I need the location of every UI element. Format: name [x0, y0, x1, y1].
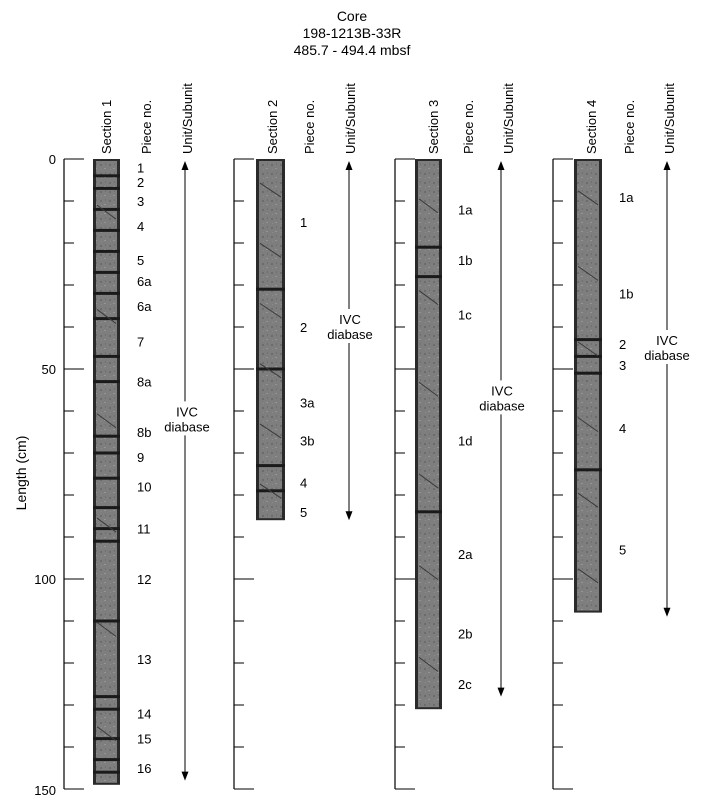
core-piece-break	[415, 275, 442, 278]
piece-label: 9	[137, 450, 145, 466]
core-piece-break	[93, 771, 120, 774]
section-1-unit-header: Unit/Subunit	[180, 83, 195, 154]
piece-label: 7	[137, 334, 145, 350]
core-piece-break	[415, 510, 442, 513]
piece-label: 6a	[137, 273, 152, 289]
section-1-piece-labels	[137, 160, 152, 776]
section-4-piece-labels	[619, 190, 634, 558]
piece-label: 1	[137, 160, 145, 176]
core-piece-break	[93, 435, 120, 438]
section-2-core-image	[256, 159, 285, 520]
core-piece-break	[93, 540, 120, 543]
section-1-ruler	[64, 159, 84, 789]
piece-label: 2c	[458, 677, 472, 692]
piece-label: 14	[137, 706, 152, 722]
core-id: 198-1213B-33R	[302, 25, 402, 41]
section-4-panel	[553, 83, 690, 789]
piece-label: 2	[300, 320, 308, 335]
core-piece-break	[574, 372, 602, 375]
core-piece-break	[93, 452, 120, 455]
piece-label: 8b	[137, 425, 152, 440]
piece-label: 2a	[458, 546, 473, 562]
core-piece-break	[93, 187, 120, 190]
core-rock	[418, 161, 439, 707]
piece-label: 2	[619, 336, 627, 352]
section-3-unit-header: Unit/Subunit	[501, 83, 516, 154]
unit-arrowhead-top	[664, 161, 671, 170]
unit-arrowhead-top	[498, 161, 505, 170]
axis-tick-label: 50	[41, 362, 56, 377]
section-3-piece-header: Piece no.	[461, 99, 476, 154]
piece-label: 2b	[458, 626, 473, 642]
header-title: Core	[336, 8, 368, 24]
core-piece-break	[93, 695, 120, 698]
piece-label: 11	[137, 521, 151, 537]
section-1-unit	[164, 161, 210, 781]
section-3-title: Section 3	[426, 99, 441, 154]
unit-label-line1: IVC	[339, 312, 361, 327]
core-piece-break	[93, 317, 120, 320]
core-piece-break	[93, 737, 120, 740]
section-2-unit-header: Unit/Subunit	[343, 83, 358, 154]
piece-label: 5	[137, 252, 145, 268]
section-2-unit	[327, 161, 373, 520]
unit-arrowhead-top	[346, 161, 353, 170]
piece-label: 1d	[458, 433, 473, 449]
unit-label-line2: diabase	[327, 327, 373, 342]
piece-label: 4	[619, 420, 627, 436]
piece-label: 6a	[137, 299, 152, 314]
core-piece-break	[93, 380, 120, 383]
piece-label: 12	[137, 572, 152, 587]
piece-label: 1	[300, 215, 308, 230]
section-4-piece-header: Piece no.	[622, 99, 637, 154]
core-piece-break	[574, 468, 602, 471]
core-piece-break	[256, 368, 285, 371]
core-piece-break	[415, 246, 442, 249]
unit-arrowhead-bottom	[346, 511, 353, 520]
piece-label: 3a	[300, 395, 315, 411]
depth-range: 485.7 - 494.4 mbsf	[293, 42, 411, 58]
unit-label-line1: IVC	[491, 383, 513, 399]
axis-label-length: Length (cm)	[13, 435, 29, 511]
core-piece-break	[574, 338, 602, 341]
piece-label: 13	[137, 651, 152, 667]
core-piece-break	[93, 620, 120, 623]
axis-tick-labels	[34, 152, 56, 798]
piece-label: 4	[137, 219, 145, 235]
unit-arrowhead-bottom	[664, 608, 671, 617]
core-piece-break	[93, 477, 120, 480]
core-rock	[96, 161, 117, 783]
unit-label-line2: diabase	[164, 419, 210, 435]
piece-label: 1a	[458, 202, 473, 218]
axis-tick-label: 100	[34, 572, 56, 587]
axis-tick-label: 150	[34, 783, 56, 798]
unit-label-line2: diabase	[644, 348, 690, 363]
section-3-ruler	[395, 159, 415, 789]
section-4-title: Section 4	[584, 99, 599, 154]
section-4-core-image	[574, 159, 602, 613]
piece-label: 4	[300, 475, 308, 491]
core-piece-break	[93, 250, 120, 253]
section-2-ruler	[234, 159, 254, 789]
piece-label: 3b	[300, 433, 315, 449]
section-4-unit-header: Unit/Subunit	[662, 83, 677, 154]
section-3-piece-labels	[458, 202, 473, 692]
piece-label: 15	[137, 731, 152, 747]
section-4-ruler	[553, 159, 573, 789]
unit-arrowhead-top	[182, 161, 189, 170]
core-piece-break	[256, 464, 285, 467]
unit-arrowhead-bottom	[182, 772, 189, 781]
unit-label-line1: IVC	[176, 404, 198, 420]
section-3-core-image	[415, 159, 442, 709]
core-piece-break	[93, 292, 120, 295]
section-2-piece-header: Piece no.	[302, 99, 317, 154]
section-1-core-image	[93, 159, 120, 785]
piece-label: 3	[619, 357, 627, 373]
piece-label: 3	[137, 194, 145, 209]
axis-tick-label: 0	[48, 152, 56, 167]
piece-label: 1c	[458, 307, 472, 323]
section-1-panel	[64, 83, 210, 789]
piece-label: 8a	[137, 374, 152, 390]
core-piece-break	[93, 758, 120, 761]
core-piece-break	[93, 174, 120, 177]
piece-label: 5	[619, 542, 627, 558]
piece-label: 5	[300, 504, 308, 520]
section-2-panel	[234, 83, 373, 789]
core-piece-break	[93, 355, 120, 358]
core-piece-break	[93, 527, 120, 530]
core-rock	[577, 161, 599, 611]
piece-label: 2	[137, 175, 145, 191]
section-3-unit	[479, 161, 525, 697]
core-piece-break	[93, 506, 120, 509]
piece-label: 1b	[619, 286, 634, 302]
piece-label: 1a	[619, 189, 634, 205]
unit-label-line1: IVC	[656, 333, 678, 348]
figure-header	[294, 8, 411, 58]
core-piece-break	[93, 271, 120, 274]
section-1-piece-header: Piece no.	[139, 99, 154, 154]
core-piece-break	[93, 208, 120, 211]
unit-arrowhead-bottom	[498, 688, 505, 697]
unit-label-line2: diabase	[479, 398, 525, 414]
piece-label: 16	[137, 761, 152, 776]
piece-label: 10	[137, 479, 152, 495]
section-2-title: Section 2	[265, 99, 280, 154]
section-2-piece-labels	[300, 215, 315, 520]
core-piece-break	[93, 708, 120, 711]
core-piece-break	[93, 229, 120, 232]
piece-label: 1b	[458, 252, 473, 268]
section-1-title: Section 1	[99, 99, 114, 154]
section-4-unit	[644, 161, 690, 617]
section-3-panel	[395, 83, 525, 789]
core-piece-break	[256, 288, 285, 291]
